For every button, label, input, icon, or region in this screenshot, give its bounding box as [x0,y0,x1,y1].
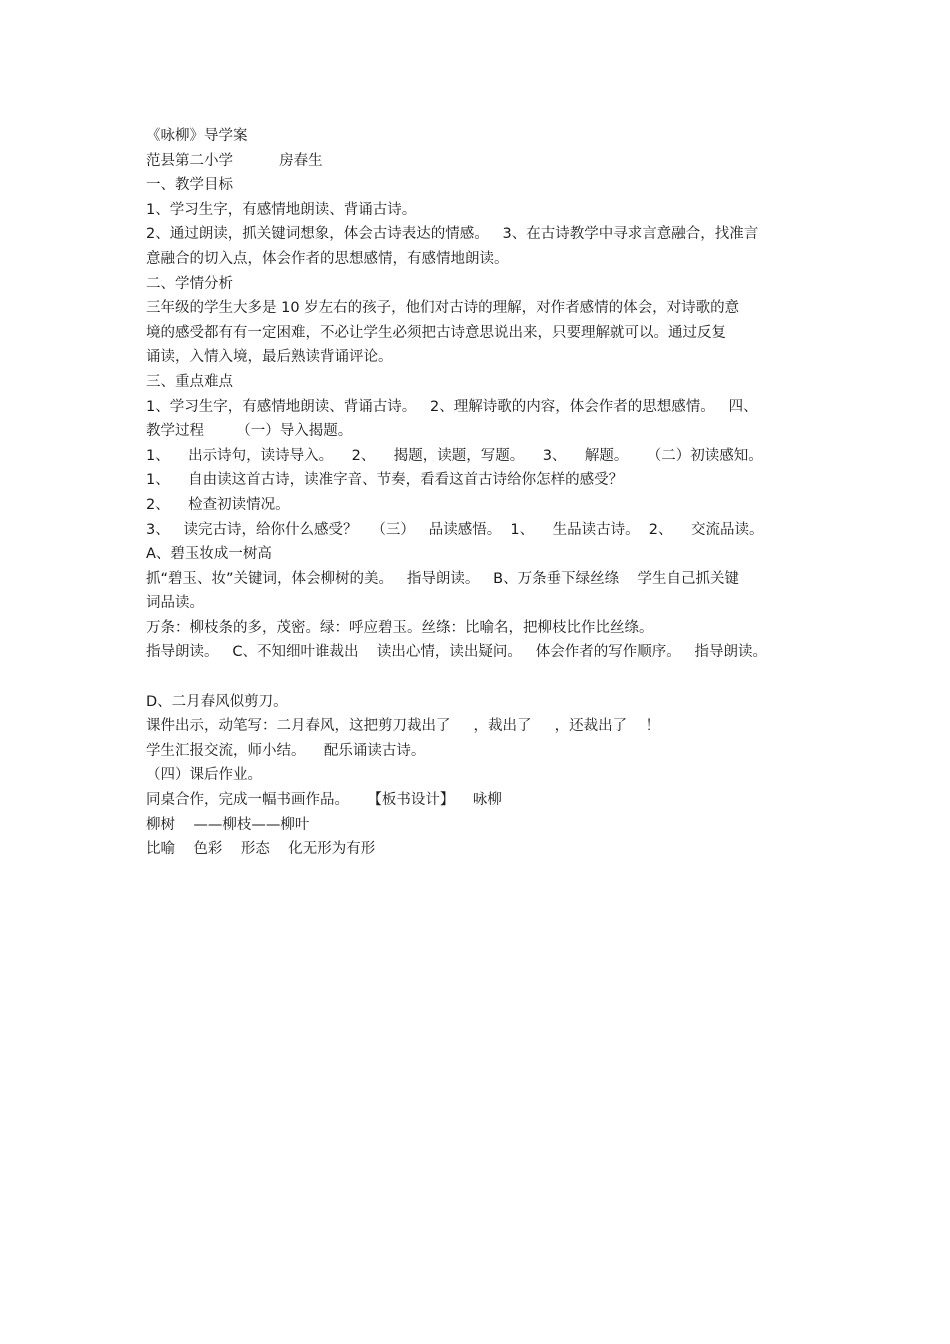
paragraph-line: 意融合的切入点，体会作者的思想感情，有感情地朗读。 [146,250,509,267]
paragraph-line: 万条：柳枝条的多，茂密。绿：呼应碧玉。丝绦：比喻名，把柳枝比作比丝绦。 [146,619,654,636]
paragraph-line: 2、通过朗读，抓关键词想象，体会古诗表达的情感。 3、在古诗教学中寻求言意融合，找准言 [146,226,759,243]
paragraph-line: 1、 自由读这首古诗，读准字音、节奏，看看这首古诗给你怎样的感受？ [146,472,624,489]
paragraph-line: D、二月春风似剪刀。 [146,693,288,710]
paragraph-line: 词品读。 [146,595,204,612]
document-title: 《咏柳》导学案 [146,128,248,144]
paragraph-line: 学生汇报交流，师小结。 配乐诵读古诗。 [146,742,426,759]
paragraph-line: 1、学习生字，有感情地朗读、背诵古诗。 2、理解诗歌的内容，体会作者的思想感情。 四、 [146,398,758,415]
paragraph-line: A、碧玉妆成一树高 [146,546,272,563]
paragraph-line: 境的感受都有有一定困难，不必让学生必须把古诗意思说出来，只要理解就可以。通过反复 [146,324,726,341]
paragraph-line: 诵读，入情入境，最后熟读背诵评论。 [146,349,393,366]
paragraph-line: 2、 检查初读情况。 [146,496,290,513]
paragraph-line: 课件出示，动笔写：二月春风，这把剪刀裁出了 ，裁出了 ，还裁出了 ！ [146,718,661,735]
section-heading-analysis: 二、学情分析 [146,275,233,292]
blank-line [146,665,826,690]
paragraph-line: 1、 出示诗句，读诗导入。 2、 揭题，读题，写题。 3、 解题。 （二）初读感知。 [146,447,763,464]
paragraph-line: 指导朗读。 C、不知细叶谁裁出 读出心情，读出疑问。 体会作者的写作顺序。 指导朗读。 [146,644,768,661]
paragraph-line: （四）课后作业。 [146,767,262,784]
author-line: 范县第二小学 房春生 [146,152,323,169]
paragraph-line: 同桌合作，完成一幅书画作品。 【板书设计】 咏柳 [146,792,502,809]
paragraph-line: 抓“碧玉、妆”关键词，体会柳树的美。 指导朗读。 B、万条垂下绿丝绦 学生自己抓关键 [146,570,740,587]
document-body [146,124,826,862]
paragraph-line: 比喻 色彩 形态 化无形为有形 [146,841,376,858]
paragraph-line: 教学过程 （一）导入揭题。 [146,423,353,440]
paragraph-line: 1、学习生字，有感情地朗读、背诵古诗。 [146,201,417,218]
section-heading-key-points: 三、重点难点 [146,373,233,390]
paragraph-line: 柳树 ——柳枝——柳叶 [146,816,310,833]
section-heading-objectives: 一、教学目标 [146,177,233,194]
paragraph-line: 三年级的学生大多是 10 岁左右的孩子，他们对古诗的理解，对作者感情的体会，对诗歌的意 [146,300,740,317]
paragraph-line: 3、 读完古诗，给你什么感受？ （三） 品读感悟。 1、 生品读古诗。 2、 交流品读。 [146,521,764,538]
